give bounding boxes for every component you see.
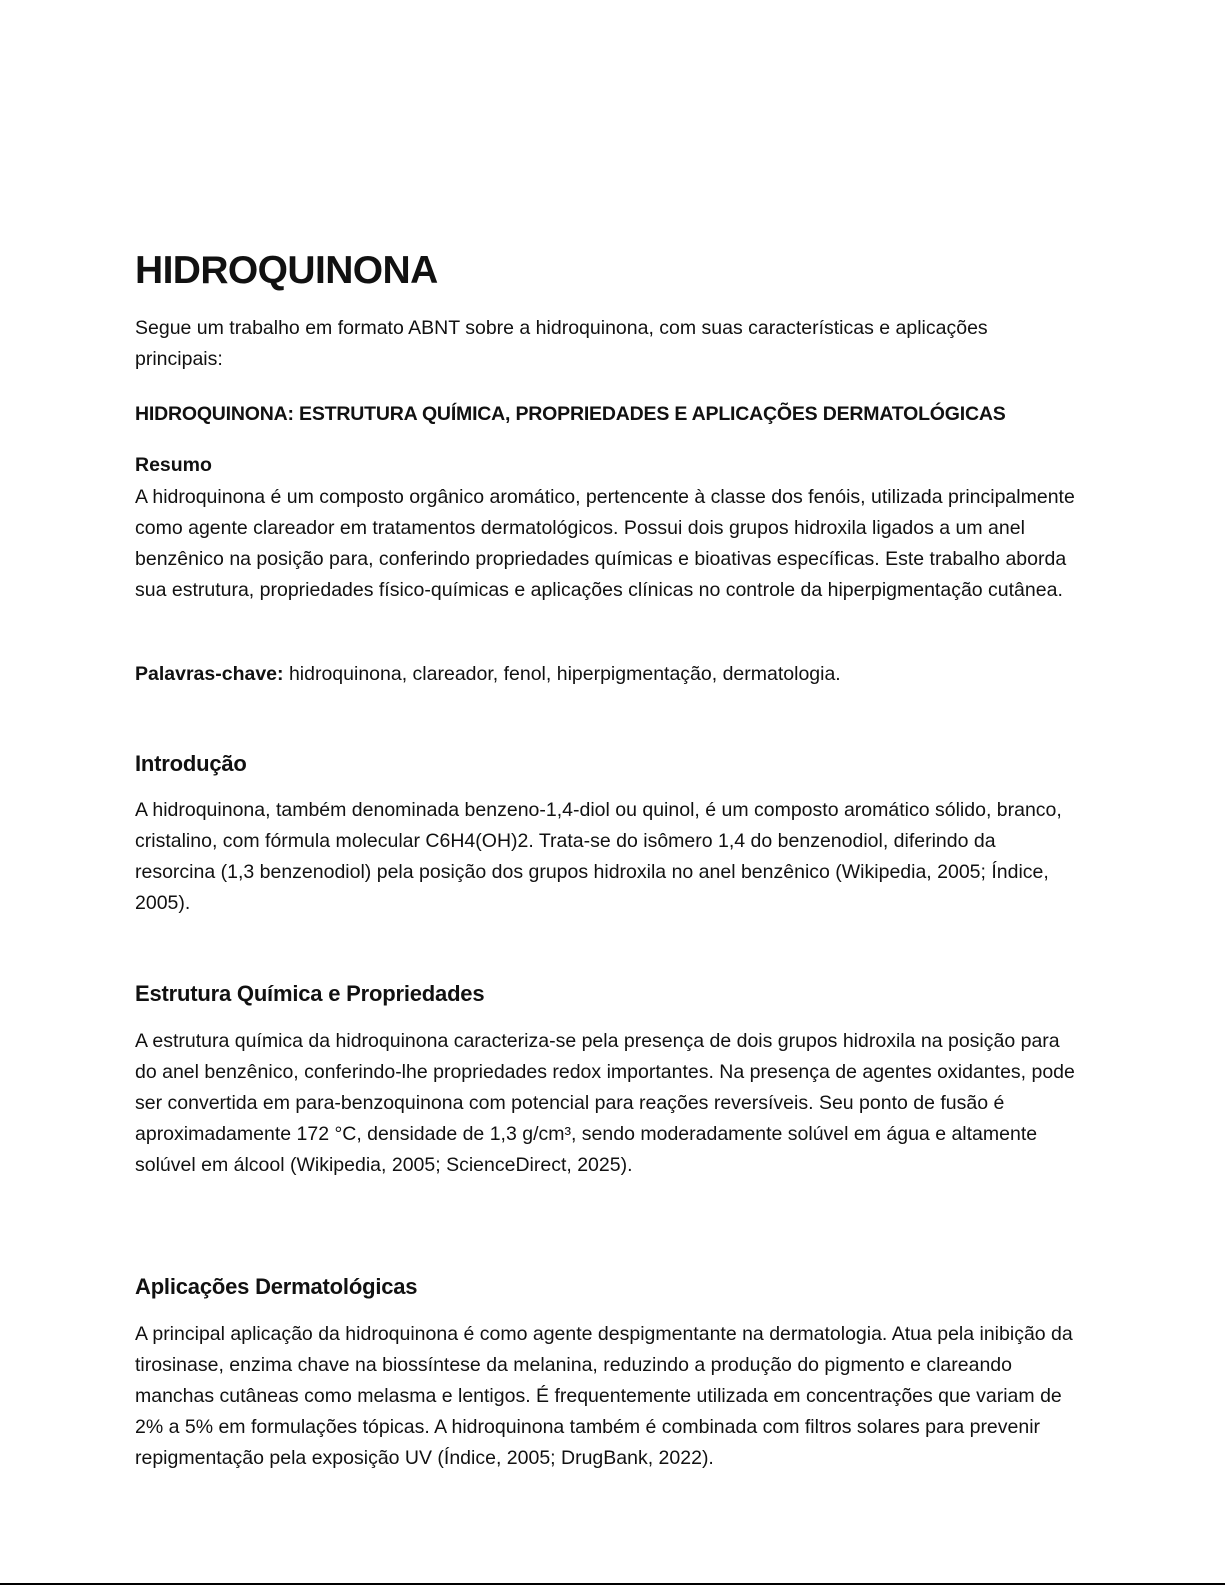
abstract-label: Resumo xyxy=(135,454,212,476)
section-heading-aplicacoes: Aplicações Dermatológicas xyxy=(135,1274,418,1299)
section-text-estrutura: A estrutura química da hidroquinona caracteriza-se pela presença de dois grupos hidroxila na posição para do anel benzênico, conferindo-lhe propriedades redox importantes. Na presença de agentes oxidantes, pode ser convertida em para-benzoquinona com potencial para reações reversíveis. Seu ponto de fusão é aproximadamente 172 °C, densidade de 1,3 g/cm³, sendo moderadamente solúvel em água e altamente solúvel em álcool (Wikipedia, 2005; ScienceDirect, 2025). xyxy=(135,1030,1075,1176)
keywords-text: hidroquinona, clareador, fenol, hiperpigmentação, dermatologia. xyxy=(283,663,841,685)
section-heading-introducao: Introdução xyxy=(135,751,247,776)
keywords-paragraph xyxy=(135,659,1080,690)
document-title: HIDROQUINONA xyxy=(135,249,438,292)
section-text-aplicacoes: A principal aplicação da hidroquinona é como agente despigmentante na dermatologia. Atua pela inibição da tirosinase, enzima chave na biossíntese da melanina, reduzindo a produção do pigmento e clareando manchas cutâneas como melasma e lentigos. É frequentemente utilizada em concentrações que variam de 2% a 5% em formulações tópicas. A hidroquinona também é combinada com filtros solares para prevenir repigmentação pela exposição UV (Índice, 2005; DrugBank, 2022). xyxy=(135,1323,1073,1469)
section-heading-estrutura: Estrutura Química e Propriedades xyxy=(135,981,485,1006)
section-text-introducao: A hidroquinona, também denominada benzeno-1,4-diol ou quinol, é um composto aromático sólido, branco, cristalino, com fórmula molecular C6H4(OH)2. Trata-se do isômero 1,4 do benzenodiol, diferindo da resorcina (1,3 benzenodiol) pela posição dos grupos hidroxila no anel benzênico (Wikipedia, 2005; Índice, 2005). xyxy=(135,799,1062,914)
intro-paragraph: Segue um trabalho em formato ABNT sobre a hidroquinona, com suas características e aplicações principais: xyxy=(135,317,988,370)
keywords-label: Palavras-chave: xyxy=(135,663,284,685)
paper-heading: HIDROQUINONA: ESTRUTURA QUÍMICA, PROPRIEDADES E APLICAÇÕES DERMATOLÓGICAS xyxy=(135,403,1006,425)
abstract-text: A hidroquinona é um composto orgânico aromático, pertencente à classe dos fenóis, utilizada principalmente como agente clareador em tratamentos dermatológicos. Possui dois grupos hidroxila ligados a um anel benzênico na posição para, conferindo propriedades químicas e bioativas específicas. Este trabalho aborda sua estrutura, propriedades físico-químicas e aplicações clínicas no controle da hiperpigmentação cutânea. xyxy=(135,486,1075,601)
